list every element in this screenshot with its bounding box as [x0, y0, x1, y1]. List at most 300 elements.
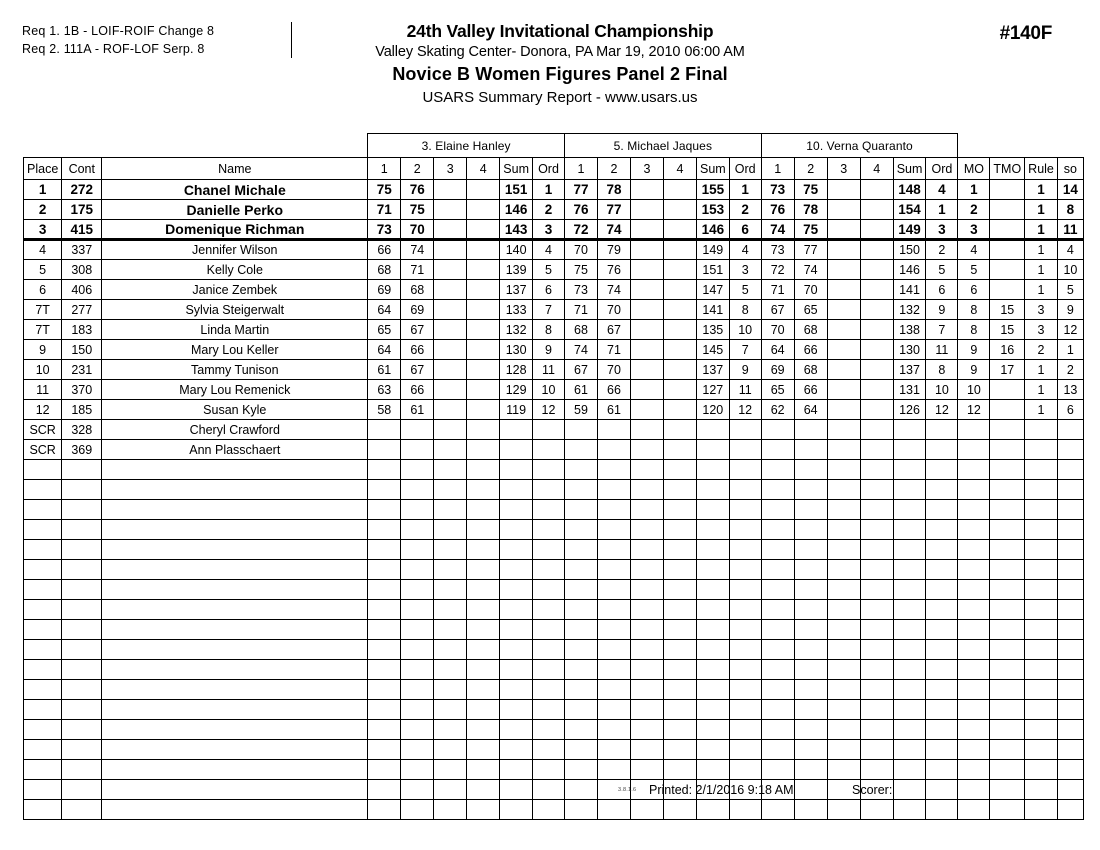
cell-figure-1-judge-2[interactable]	[564, 500, 597, 520]
cell-sum-judge-3[interactable]	[893, 440, 926, 460]
cell-figure-2-judge-2[interactable]: 78	[597, 180, 630, 200]
cell-place[interactable]: 4	[24, 240, 62, 260]
cell-so[interactable]	[1057, 460, 1083, 480]
cell-ord-judge-2[interactable]	[729, 520, 761, 540]
cell-figure-1-judge-3[interactable]: 64	[761, 340, 794, 360]
table-row[interactable]	[24, 220, 1084, 240]
cell-figure-3-judge-1[interactable]	[434, 260, 467, 280]
cell-figure-4-judge-3[interactable]	[860, 740, 893, 760]
cell-sum-judge-2[interactable]	[696, 540, 729, 560]
cell-sum-judge-2[interactable]: 145	[696, 340, 729, 360]
cell-rule[interactable]	[1025, 460, 1058, 480]
cell-figure-1-judge-3[interactable]	[761, 600, 794, 620]
cell-figure-2-judge-3[interactable]	[794, 420, 827, 440]
cell-figure-1-judge-3[interactable]	[761, 560, 794, 580]
cell-sum-judge-3[interactable]: 148	[893, 180, 926, 200]
cell-ord-judge-2[interactable]	[729, 760, 761, 780]
cell-figure-1-judge-2[interactable]: 68	[564, 320, 597, 340]
cell-rule[interactable]	[1025, 520, 1058, 540]
cell-figure-1-judge-2[interactable]	[564, 440, 597, 460]
cell-name[interactable]: Chanel Michale	[102, 180, 368, 200]
cell-ord-judge-3[interactable]: 2	[926, 240, 958, 260]
cell-ord-judge-1[interactable]	[532, 460, 564, 480]
cell-sum-judge-2[interactable]	[696, 740, 729, 760]
cell-figure-4-judge-1[interactable]	[467, 200, 500, 220]
cell-figure-2-judge-2[interactable]: 79	[597, 240, 630, 260]
cell-figure-4-judge-1[interactable]	[467, 240, 500, 260]
cell-figure-4-judge-1[interactable]	[467, 520, 500, 540]
cell-so[interactable]: 6	[1057, 400, 1083, 420]
cell-figure-4-judge-3[interactable]	[860, 240, 893, 260]
cell-name[interactable]: Cheryl Crawford	[102, 420, 368, 440]
table-row-empty[interactable]	[24, 580, 1084, 600]
cell-name[interactable]	[102, 740, 368, 760]
cell-figure-3-judge-1[interactable]	[434, 220, 467, 240]
cell-cont[interactable]	[62, 500, 102, 520]
cell-figure-1-judge-1[interactable]	[368, 740, 401, 760]
cell-place[interactable]	[24, 620, 62, 640]
cell-sum-judge-2[interactable]	[696, 620, 729, 640]
cell-figure-4-judge-3[interactable]	[860, 500, 893, 520]
cell-name[interactable]: Linda Martin	[102, 320, 368, 340]
cell-so[interactable]	[1057, 420, 1083, 440]
cell-figure-2-judge-2[interactable]: 61	[597, 400, 630, 420]
cell-figure-1-judge-3[interactable]	[761, 460, 794, 480]
cell-sum-judge-3[interactable]: 137	[893, 360, 926, 380]
table-row[interactable]	[24, 300, 1084, 320]
cell-figure-4-judge-1[interactable]	[467, 220, 500, 240]
cell-figure-2-judge-3[interactable]	[794, 680, 827, 700]
cell-ord-judge-3[interactable]	[926, 580, 958, 600]
cell-figure-1-judge-1[interactable]: 64	[368, 300, 401, 320]
cell-tmo[interactable]	[990, 600, 1025, 620]
cell-figure-2-judge-2[interactable]	[597, 800, 630, 820]
cell-rule[interactable]: 1	[1025, 220, 1058, 240]
cell-ord-judge-1[interactable]	[532, 440, 564, 460]
cell-figure-3-judge-1[interactable]	[434, 480, 467, 500]
cell-tmo[interactable]	[990, 380, 1025, 400]
cell-ord-judge-1[interactable]: 12	[532, 400, 564, 420]
cell-mo[interactable]	[958, 720, 990, 740]
cell-figure-2-judge-1[interactable]	[401, 440, 434, 460]
cell-figure-3-judge-3[interactable]	[827, 500, 860, 520]
cell-sum-judge-2[interactable]	[696, 720, 729, 740]
cell-figure-3-judge-1[interactable]	[434, 580, 467, 600]
cell-figure-1-judge-2[interactable]	[564, 740, 597, 760]
cell-figure-1-judge-2[interactable]	[564, 760, 597, 780]
cell-figure-4-judge-1[interactable]	[467, 360, 500, 380]
cell-sum-judge-2[interactable]	[696, 700, 729, 720]
cell-figure-2-judge-1[interactable]	[401, 660, 434, 680]
cell-figure-4-judge-3[interactable]	[860, 520, 893, 540]
cell-figure-1-judge-3[interactable]	[761, 500, 794, 520]
cell-figure-2-judge-2[interactable]	[597, 500, 630, 520]
cell-figure-1-judge-3[interactable]	[761, 440, 794, 460]
cell-ord-judge-3[interactable]: 4	[926, 180, 958, 200]
cell-figure-2-judge-1[interactable]	[401, 540, 434, 560]
cell-figure-3-judge-3[interactable]	[827, 580, 860, 600]
cell-figure-1-judge-3[interactable]: 71	[761, 280, 794, 300]
cell-figure-3-judge-1[interactable]	[434, 300, 467, 320]
cell-place[interactable]	[24, 640, 62, 660]
cell-mo[interactable]	[958, 800, 990, 820]
cell-name[interactable]	[102, 460, 368, 480]
cell-name[interactable]: Kelly Cole	[102, 260, 368, 280]
cell-mo[interactable]: 6	[958, 280, 990, 300]
cell-ord-judge-3[interactable]	[926, 720, 958, 740]
table-row-empty[interactable]	[24, 640, 1084, 660]
cell-sum-judge-1[interactable]: 137	[500, 280, 533, 300]
cell-name[interactable]: Ann Plasschaert	[102, 440, 368, 460]
cell-figure-1-judge-2[interactable]	[564, 640, 597, 660]
cell-figure-2-judge-1[interactable]: 67	[401, 360, 434, 380]
cell-ord-judge-1[interactable]	[532, 600, 564, 620]
cell-place[interactable]	[24, 460, 62, 480]
cell-figure-3-judge-1[interactable]	[434, 680, 467, 700]
cell-figure-2-judge-1[interactable]: 70	[401, 220, 434, 240]
cell-figure-2-judge-1[interactable]	[401, 700, 434, 720]
cell-name[interactable]	[102, 680, 368, 700]
cell-figure-2-judge-2[interactable]	[597, 600, 630, 620]
table-row-empty[interactable]	[24, 500, 1084, 520]
cell-figure-1-judge-3[interactable]: 69	[761, 360, 794, 380]
cell-figure-2-judge-1[interactable]	[401, 500, 434, 520]
cell-figure-2-judge-2[interactable]	[597, 520, 630, 540]
cell-figure-4-judge-1[interactable]	[467, 800, 500, 820]
cell-sum-judge-3[interactable]	[893, 700, 926, 720]
cell-figure-1-judge-1[interactable]	[368, 660, 401, 680]
cell-cont[interactable]	[62, 620, 102, 640]
cell-name[interactable]: Janice Zembek	[102, 280, 368, 300]
cell-place[interactable]	[24, 660, 62, 680]
cell-figure-4-judge-2[interactable]	[663, 320, 696, 340]
cell-sum-judge-3[interactable]	[893, 640, 926, 660]
cell-sum-judge-2[interactable]	[696, 760, 729, 780]
cell-figure-4-judge-3[interactable]	[860, 600, 893, 620]
cell-figure-2-judge-2[interactable]: 74	[597, 280, 630, 300]
cell-figure-2-judge-3[interactable]	[794, 700, 827, 720]
cell-figure-2-judge-1[interactable]: 67	[401, 320, 434, 340]
cell-so[interactable]	[1057, 740, 1083, 760]
cell-figure-1-judge-3[interactable]	[761, 760, 794, 780]
cell-ord-judge-1[interactable]: 6	[532, 280, 564, 300]
cell-figure-3-judge-2[interactable]	[630, 300, 663, 320]
cell-figure-3-judge-3[interactable]	[827, 760, 860, 780]
cell-place[interactable]	[24, 740, 62, 760]
cell-figure-2-judge-3[interactable]	[794, 720, 827, 740]
cell-ord-judge-1[interactable]	[532, 560, 564, 580]
cell-figure-1-judge-2[interactable]	[564, 700, 597, 720]
cell-ord-judge-1[interactable]	[532, 720, 564, 740]
cell-rule[interactable]	[1025, 600, 1058, 620]
cell-figure-4-judge-3[interactable]	[860, 560, 893, 580]
cell-sum-judge-1[interactable]	[500, 480, 533, 500]
cell-mo[interactable]	[958, 520, 990, 540]
cell-sum-judge-2[interactable]	[696, 640, 729, 660]
cell-name[interactable]	[102, 600, 368, 620]
cell-tmo[interactable]	[990, 520, 1025, 540]
cell-sum-judge-3[interactable]: 130	[893, 340, 926, 360]
cell-mo[interactable]	[958, 680, 990, 700]
cell-name[interactable]	[102, 580, 368, 600]
cell-figure-1-judge-1[interactable]: 75	[368, 180, 401, 200]
cell-ord-judge-2[interactable]	[729, 500, 761, 520]
cell-rule[interactable]	[1025, 680, 1058, 700]
cell-figure-3-judge-3[interactable]	[827, 220, 860, 240]
cell-cont[interactable]	[62, 560, 102, 580]
cell-figure-4-judge-2[interactable]	[663, 300, 696, 320]
cell-name[interactable]	[102, 760, 368, 780]
cell-rule[interactable]	[1025, 720, 1058, 740]
table-row[interactable]	[24, 440, 1084, 460]
cell-cont[interactable]	[62, 800, 102, 820]
cell-sum-judge-3[interactable]: 132	[893, 300, 926, 320]
cell-ord-judge-2[interactable]	[729, 620, 761, 640]
cell-figure-4-judge-2[interactable]	[663, 600, 696, 620]
cell-figure-1-judge-3[interactable]	[761, 680, 794, 700]
cell-figure-3-judge-3[interactable]	[827, 540, 860, 560]
cell-so[interactable]: 2	[1057, 360, 1083, 380]
cell-figure-1-judge-1[interactable]: 68	[368, 260, 401, 280]
cell-cont[interactable]: 185	[62, 400, 102, 420]
cell-figure-3-judge-2[interactable]	[630, 440, 663, 460]
table-row-empty[interactable]	[24, 620, 1084, 640]
cell-figure-4-judge-3[interactable]	[860, 220, 893, 240]
cell-sum-judge-3[interactable]: 131	[893, 380, 926, 400]
cell-mo[interactable]	[958, 620, 990, 640]
cell-ord-judge-3[interactable]	[926, 600, 958, 620]
cell-figure-3-judge-3[interactable]	[827, 180, 860, 200]
cell-figure-4-judge-3[interactable]	[860, 760, 893, 780]
cell-place[interactable]	[24, 600, 62, 620]
cell-ord-judge-3[interactable]: 9	[926, 300, 958, 320]
cell-figure-2-judge-3[interactable]	[794, 600, 827, 620]
cell-ord-judge-3[interactable]	[926, 560, 958, 580]
cell-ord-judge-3[interactable]	[926, 700, 958, 720]
cell-figure-1-judge-1[interactable]	[368, 500, 401, 520]
cell-sum-judge-2[interactable]	[696, 520, 729, 540]
cell-place[interactable]	[24, 540, 62, 560]
cell-ord-judge-3[interactable]	[926, 640, 958, 660]
table-row[interactable]	[24, 200, 1084, 220]
cell-sum-judge-3[interactable]	[893, 540, 926, 560]
cell-tmo[interactable]	[990, 620, 1025, 640]
cell-sum-judge-2[interactable]	[696, 800, 729, 820]
table-row[interactable]	[24, 260, 1084, 280]
cell-cont[interactable]	[62, 700, 102, 720]
cell-figure-2-judge-2[interactable]: 66	[597, 380, 630, 400]
cell-rule[interactable]: 1	[1025, 260, 1058, 280]
cell-figure-1-judge-1[interactable]: 65	[368, 320, 401, 340]
cell-sum-judge-2[interactable]: 135	[696, 320, 729, 340]
cell-sum-judge-1[interactable]: 143	[500, 220, 533, 240]
cell-sum-judge-2[interactable]: 141	[696, 300, 729, 320]
cell-figure-1-judge-1[interactable]: 63	[368, 380, 401, 400]
cell-so[interactable]	[1057, 680, 1083, 700]
cell-figure-2-judge-3[interactable]	[794, 500, 827, 520]
cell-figure-2-judge-3[interactable]: 66	[794, 380, 827, 400]
cell-ord-judge-2[interactable]	[729, 720, 761, 740]
cell-rule[interactable]	[1025, 420, 1058, 440]
cell-figure-4-judge-3[interactable]	[860, 460, 893, 480]
cell-figure-1-judge-3[interactable]: 72	[761, 260, 794, 280]
cell-sum-judge-3[interactable]	[893, 460, 926, 480]
cell-figure-2-judge-3[interactable]	[794, 640, 827, 660]
cell-ord-judge-2[interactable]: 11	[729, 380, 761, 400]
cell-figure-4-judge-1[interactable]	[467, 400, 500, 420]
cell-rule[interactable]	[1025, 620, 1058, 640]
cell-so[interactable]	[1057, 640, 1083, 660]
cell-figure-3-judge-2[interactable]	[630, 180, 663, 200]
cell-figure-4-judge-2[interactable]	[663, 420, 696, 440]
cell-figure-2-judge-3[interactable]	[794, 460, 827, 480]
cell-so[interactable]	[1057, 620, 1083, 640]
cell-figure-2-judge-2[interactable]	[597, 580, 630, 600]
cell-ord-judge-2[interactable]	[729, 800, 761, 820]
cell-cont[interactable]	[62, 680, 102, 700]
cell-figure-3-judge-2[interactable]	[630, 320, 663, 340]
cell-figure-1-judge-1[interactable]	[368, 680, 401, 700]
cell-figure-1-judge-3[interactable]	[761, 720, 794, 740]
cell-figure-2-judge-2[interactable]: 70	[597, 300, 630, 320]
cell-ord-judge-1[interactable]: 10	[532, 380, 564, 400]
cell-figure-1-judge-2[interactable]	[564, 680, 597, 700]
cell-sum-judge-3[interactable]	[893, 560, 926, 580]
cell-figure-2-judge-1[interactable]	[401, 600, 434, 620]
cell-sum-judge-1[interactable]	[500, 680, 533, 700]
cell-ord-judge-3[interactable]	[926, 620, 958, 640]
cell-sum-judge-1[interactable]: 140	[500, 240, 533, 260]
cell-figure-3-judge-1[interactable]	[434, 320, 467, 340]
cell-figure-3-judge-1[interactable]	[434, 560, 467, 580]
cell-figure-1-judge-1[interactable]	[368, 520, 401, 540]
cell-figure-2-judge-3[interactable]	[794, 740, 827, 760]
cell-figure-4-judge-2[interactable]	[663, 280, 696, 300]
cell-figure-2-judge-1[interactable]	[401, 580, 434, 600]
cell-figure-3-judge-1[interactable]	[434, 280, 467, 300]
cell-sum-judge-3[interactable]	[893, 660, 926, 680]
cell-name[interactable]: Susan Kyle	[102, 400, 368, 420]
cell-figure-4-judge-2[interactable]	[663, 500, 696, 520]
cell-figure-2-judge-1[interactable]: 69	[401, 300, 434, 320]
cell-figure-1-judge-2[interactable]	[564, 620, 597, 640]
cell-cont[interactable]: 231	[62, 360, 102, 380]
cell-rule[interactable]	[1025, 580, 1058, 600]
cell-sum-judge-3[interactable]	[893, 600, 926, 620]
cell-figure-2-judge-2[interactable]	[597, 720, 630, 740]
cell-sum-judge-3[interactable]	[893, 680, 926, 700]
cell-figure-1-judge-3[interactable]	[761, 740, 794, 760]
cell-figure-3-judge-2[interactable]	[630, 400, 663, 420]
cell-figure-2-judge-2[interactable]	[597, 560, 630, 580]
cell-place[interactable]	[24, 700, 62, 720]
cell-rule[interactable]: 3	[1025, 320, 1058, 340]
cell-figure-4-judge-1[interactable]	[467, 320, 500, 340]
cell-ord-judge-2[interactable]: 3	[729, 260, 761, 280]
cell-figure-2-judge-1[interactable]: 66	[401, 340, 434, 360]
cell-figure-2-judge-2[interactable]: 76	[597, 260, 630, 280]
cell-ord-judge-1[interactable]	[532, 480, 564, 500]
cell-sum-judge-3[interactable]	[893, 760, 926, 780]
cell-sum-judge-1[interactable]	[500, 420, 533, 440]
cell-sum-judge-3[interactable]	[893, 720, 926, 740]
cell-mo[interactable]	[958, 460, 990, 480]
cell-ord-judge-3[interactable]: 6	[926, 280, 958, 300]
cell-figure-3-judge-1[interactable]	[434, 640, 467, 660]
cell-figure-1-judge-2[interactable]: 75	[564, 260, 597, 280]
cell-place[interactable]	[24, 480, 62, 500]
cell-ord-judge-3[interactable]	[926, 480, 958, 500]
cell-cont[interactable]: 272	[62, 180, 102, 200]
cell-ord-judge-1[interactable]: 5	[532, 260, 564, 280]
cell-so[interactable]	[1057, 700, 1083, 720]
cell-cont[interactable]: 328	[62, 420, 102, 440]
cell-ord-judge-1[interactable]	[532, 540, 564, 560]
cell-place[interactable]	[24, 500, 62, 520]
cell-sum-judge-1[interactable]: 151	[500, 180, 533, 200]
cell-ord-judge-2[interactable]	[729, 540, 761, 560]
cell-ord-judge-2[interactable]: 1	[729, 180, 761, 200]
cell-sum-judge-1[interactable]	[500, 540, 533, 560]
cell-ord-judge-1[interactable]	[532, 680, 564, 700]
cell-place[interactable]	[24, 760, 62, 780]
cell-sum-judge-2[interactable]: 120	[696, 400, 729, 420]
cell-ord-judge-1[interactable]	[532, 640, 564, 660]
cell-figure-4-judge-3[interactable]	[860, 440, 893, 460]
cell-ord-judge-1[interactable]: 2	[532, 200, 564, 220]
cell-figure-2-judge-3[interactable]: 65	[794, 300, 827, 320]
cell-so[interactable]: 8	[1057, 200, 1083, 220]
cell-figure-3-judge-3[interactable]	[827, 720, 860, 740]
cell-figure-4-judge-3[interactable]	[860, 260, 893, 280]
cell-figure-1-judge-3[interactable]	[761, 540, 794, 560]
cell-figure-2-judge-3[interactable]	[794, 440, 827, 460]
cell-figure-2-judge-3[interactable]: 78	[794, 200, 827, 220]
cell-figure-2-judge-1[interactable]: 74	[401, 240, 434, 260]
cell-figure-3-judge-2[interactable]	[630, 640, 663, 660]
cell-figure-4-judge-1[interactable]	[467, 660, 500, 680]
cell-figure-3-judge-2[interactable]	[630, 420, 663, 440]
cell-figure-3-judge-1[interactable]	[434, 800, 467, 820]
cell-figure-4-judge-2[interactable]	[663, 340, 696, 360]
table-row[interactable]	[24, 280, 1084, 300]
cell-figure-3-judge-1[interactable]	[434, 760, 467, 780]
cell-tmo[interactable]: 17	[990, 360, 1025, 380]
cell-mo[interactable]: 10	[958, 380, 990, 400]
cell-tmo[interactable]: 16	[990, 340, 1025, 360]
cell-rule[interactable]: 1	[1025, 280, 1058, 300]
cell-figure-3-judge-2[interactable]	[630, 540, 663, 560]
cell-rule[interactable]	[1025, 700, 1058, 720]
cell-figure-3-judge-2[interactable]	[630, 200, 663, 220]
cell-ord-judge-1[interactable]	[532, 420, 564, 440]
cell-figure-4-judge-1[interactable]	[467, 440, 500, 460]
cell-name[interactable]	[102, 560, 368, 580]
cell-figure-4-judge-3[interactable]	[860, 180, 893, 200]
cell-sum-judge-1[interactable]	[500, 700, 533, 720]
cell-figure-4-judge-1[interactable]	[467, 680, 500, 700]
table-row-empty[interactable]	[24, 660, 1084, 680]
cell-figure-4-judge-3[interactable]	[860, 620, 893, 640]
cell-tmo[interactable]	[990, 660, 1025, 680]
cell-cont[interactable]: 308	[62, 260, 102, 280]
cell-sum-judge-1[interactable]	[500, 760, 533, 780]
cell-figure-3-judge-3[interactable]	[827, 620, 860, 640]
cell-figure-4-judge-3[interactable]	[860, 300, 893, 320]
cell-name[interactable]: Domenique Richman	[102, 220, 368, 240]
cell-figure-3-judge-1[interactable]	[434, 240, 467, 260]
cell-cont[interactable]	[62, 720, 102, 740]
